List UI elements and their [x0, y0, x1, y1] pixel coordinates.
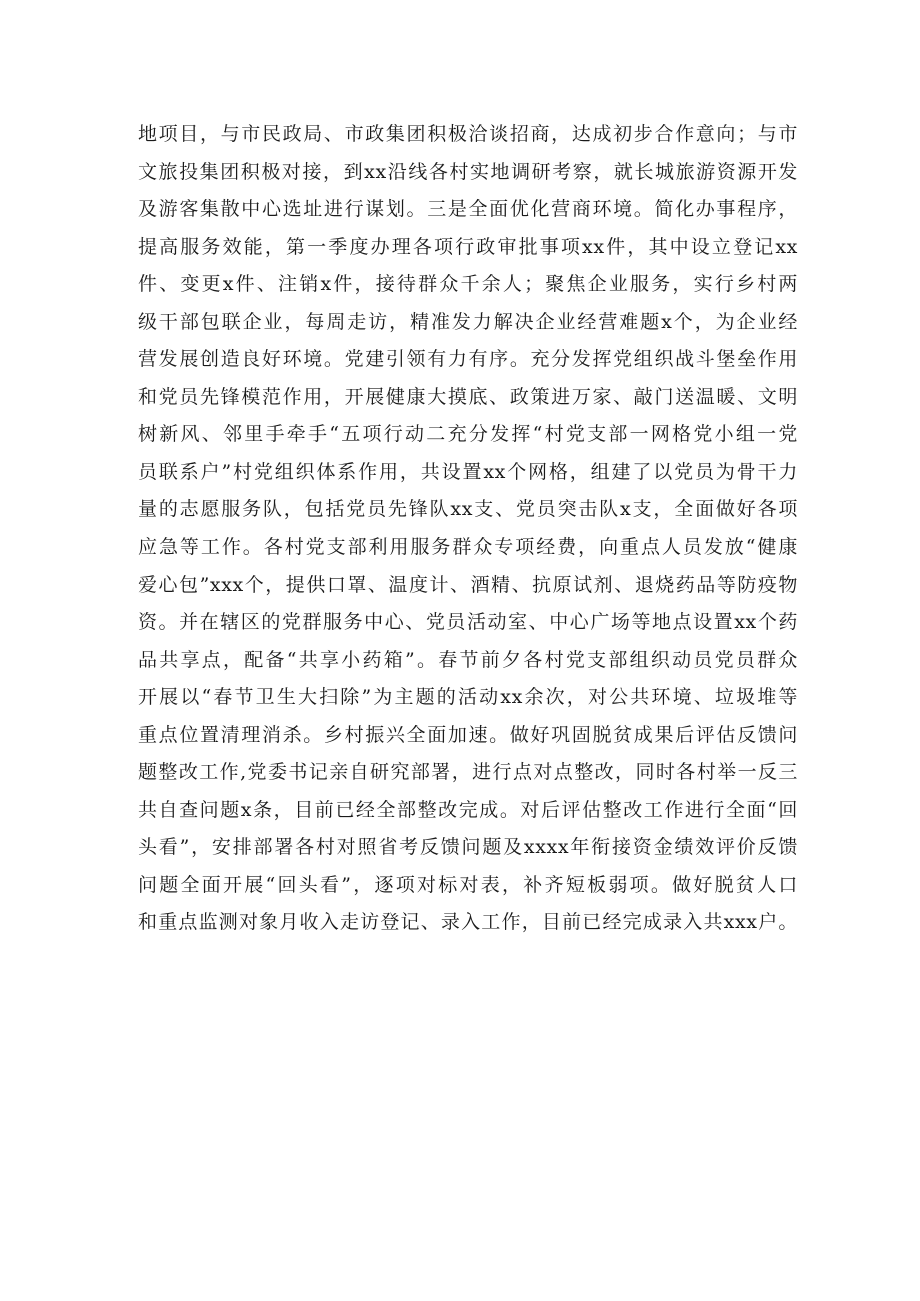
text-line: 及游客集散中心选址进行谋划。三是全面优化营商环境。简化办事程序， — [138, 198, 798, 221]
body-paragraph — [138, 116, 798, 942]
text-line: 题整改工作,党委书记亲自研究部署，进行点对点整改，同时各村举一反三 — [138, 761, 798, 784]
text-line: 量的志愿服务队，包括党员先锋队xx支、党员突击队x支，全面做好各项 — [138, 498, 798, 521]
text-line: 头看”，安排部署各村对照省考反馈问题及xxxx年衔接资金绩效评价反馈 — [138, 836, 798, 859]
text-line: 级干部包联企业，每周走访，精准发力解决企业经营难题x个，为企业经 — [138, 310, 798, 333]
text-line: 重点位置清理消杀。乡村振兴全面加速。做好巩固脱贫成果后评估反馈问 — [138, 723, 798, 746]
text-line: 品共享点，配备“共享小药箱”。春节前夕各村党支部组织动员党员群众 — [138, 648, 798, 671]
text-line: 件、变更x件、注销x件，接待群众千余人；聚焦企业服务，实行乡村两 — [138, 273, 798, 296]
text-line: 营发展创造良好环境。党建引领有力有序。充分发挥党组织战斗堡垒作用 — [138, 348, 798, 371]
text-line: 树新风、邻里手牵手“五项行动二充分发挥“村党支部一网格党小组一党 — [138, 423, 798, 446]
text-line: 问题全面开展“回头看”，逐项对标对表，补齐短板弱项。做好脱贫人口 — [138, 873, 798, 896]
text-line: 提高服务效能，第一季度办理各项行政审批事项xx件，其中设立登记xx — [138, 235, 798, 258]
text-line: 资。并在辖区的党群服务中心、党员活动室、中心广场等地点设置xx个药 — [138, 611, 798, 634]
text-line: 地项目，与市民政局、市政集团积极洽谈招商，达成初步合作意向；与市 — [138, 123, 798, 145]
text-line: 文旅投集团积极对接，到xx沿线各村实地调研考察，就长城旅游资源开发 — [138, 160, 798, 183]
text-line: 和重点监测对象月收入走访登记、录入工作，目前已经完成录入共xxx户。 — [138, 911, 798, 934]
text-line: 和党员先锋模范作用，开展健康大摸底、政策进万家、敲门送温暖、文明 — [138, 385, 798, 408]
text-line: 应急等工作。各村党支部利用服务群众专项经费，向重点人员发放“健康 — [138, 536, 798, 559]
text-line: 员联系户”村党组织体系作用，共设置xx个网格，组建了以党员为骨干力 — [138, 460, 798, 483]
text-line: 开展以“春节卫生大扫除”为主题的活动xx余次，对公共环境、垃圾堆等 — [138, 686, 798, 709]
text-line: 爱心包”xxx个，提供口罩、温度计、酒精、抗原试剂、退烧药品等防疫物 — [138, 573, 798, 596]
text-line: 共自查问题x条，目前已经全部整改完成。对后评估整改工作进行全面“回 — [138, 798, 798, 821]
